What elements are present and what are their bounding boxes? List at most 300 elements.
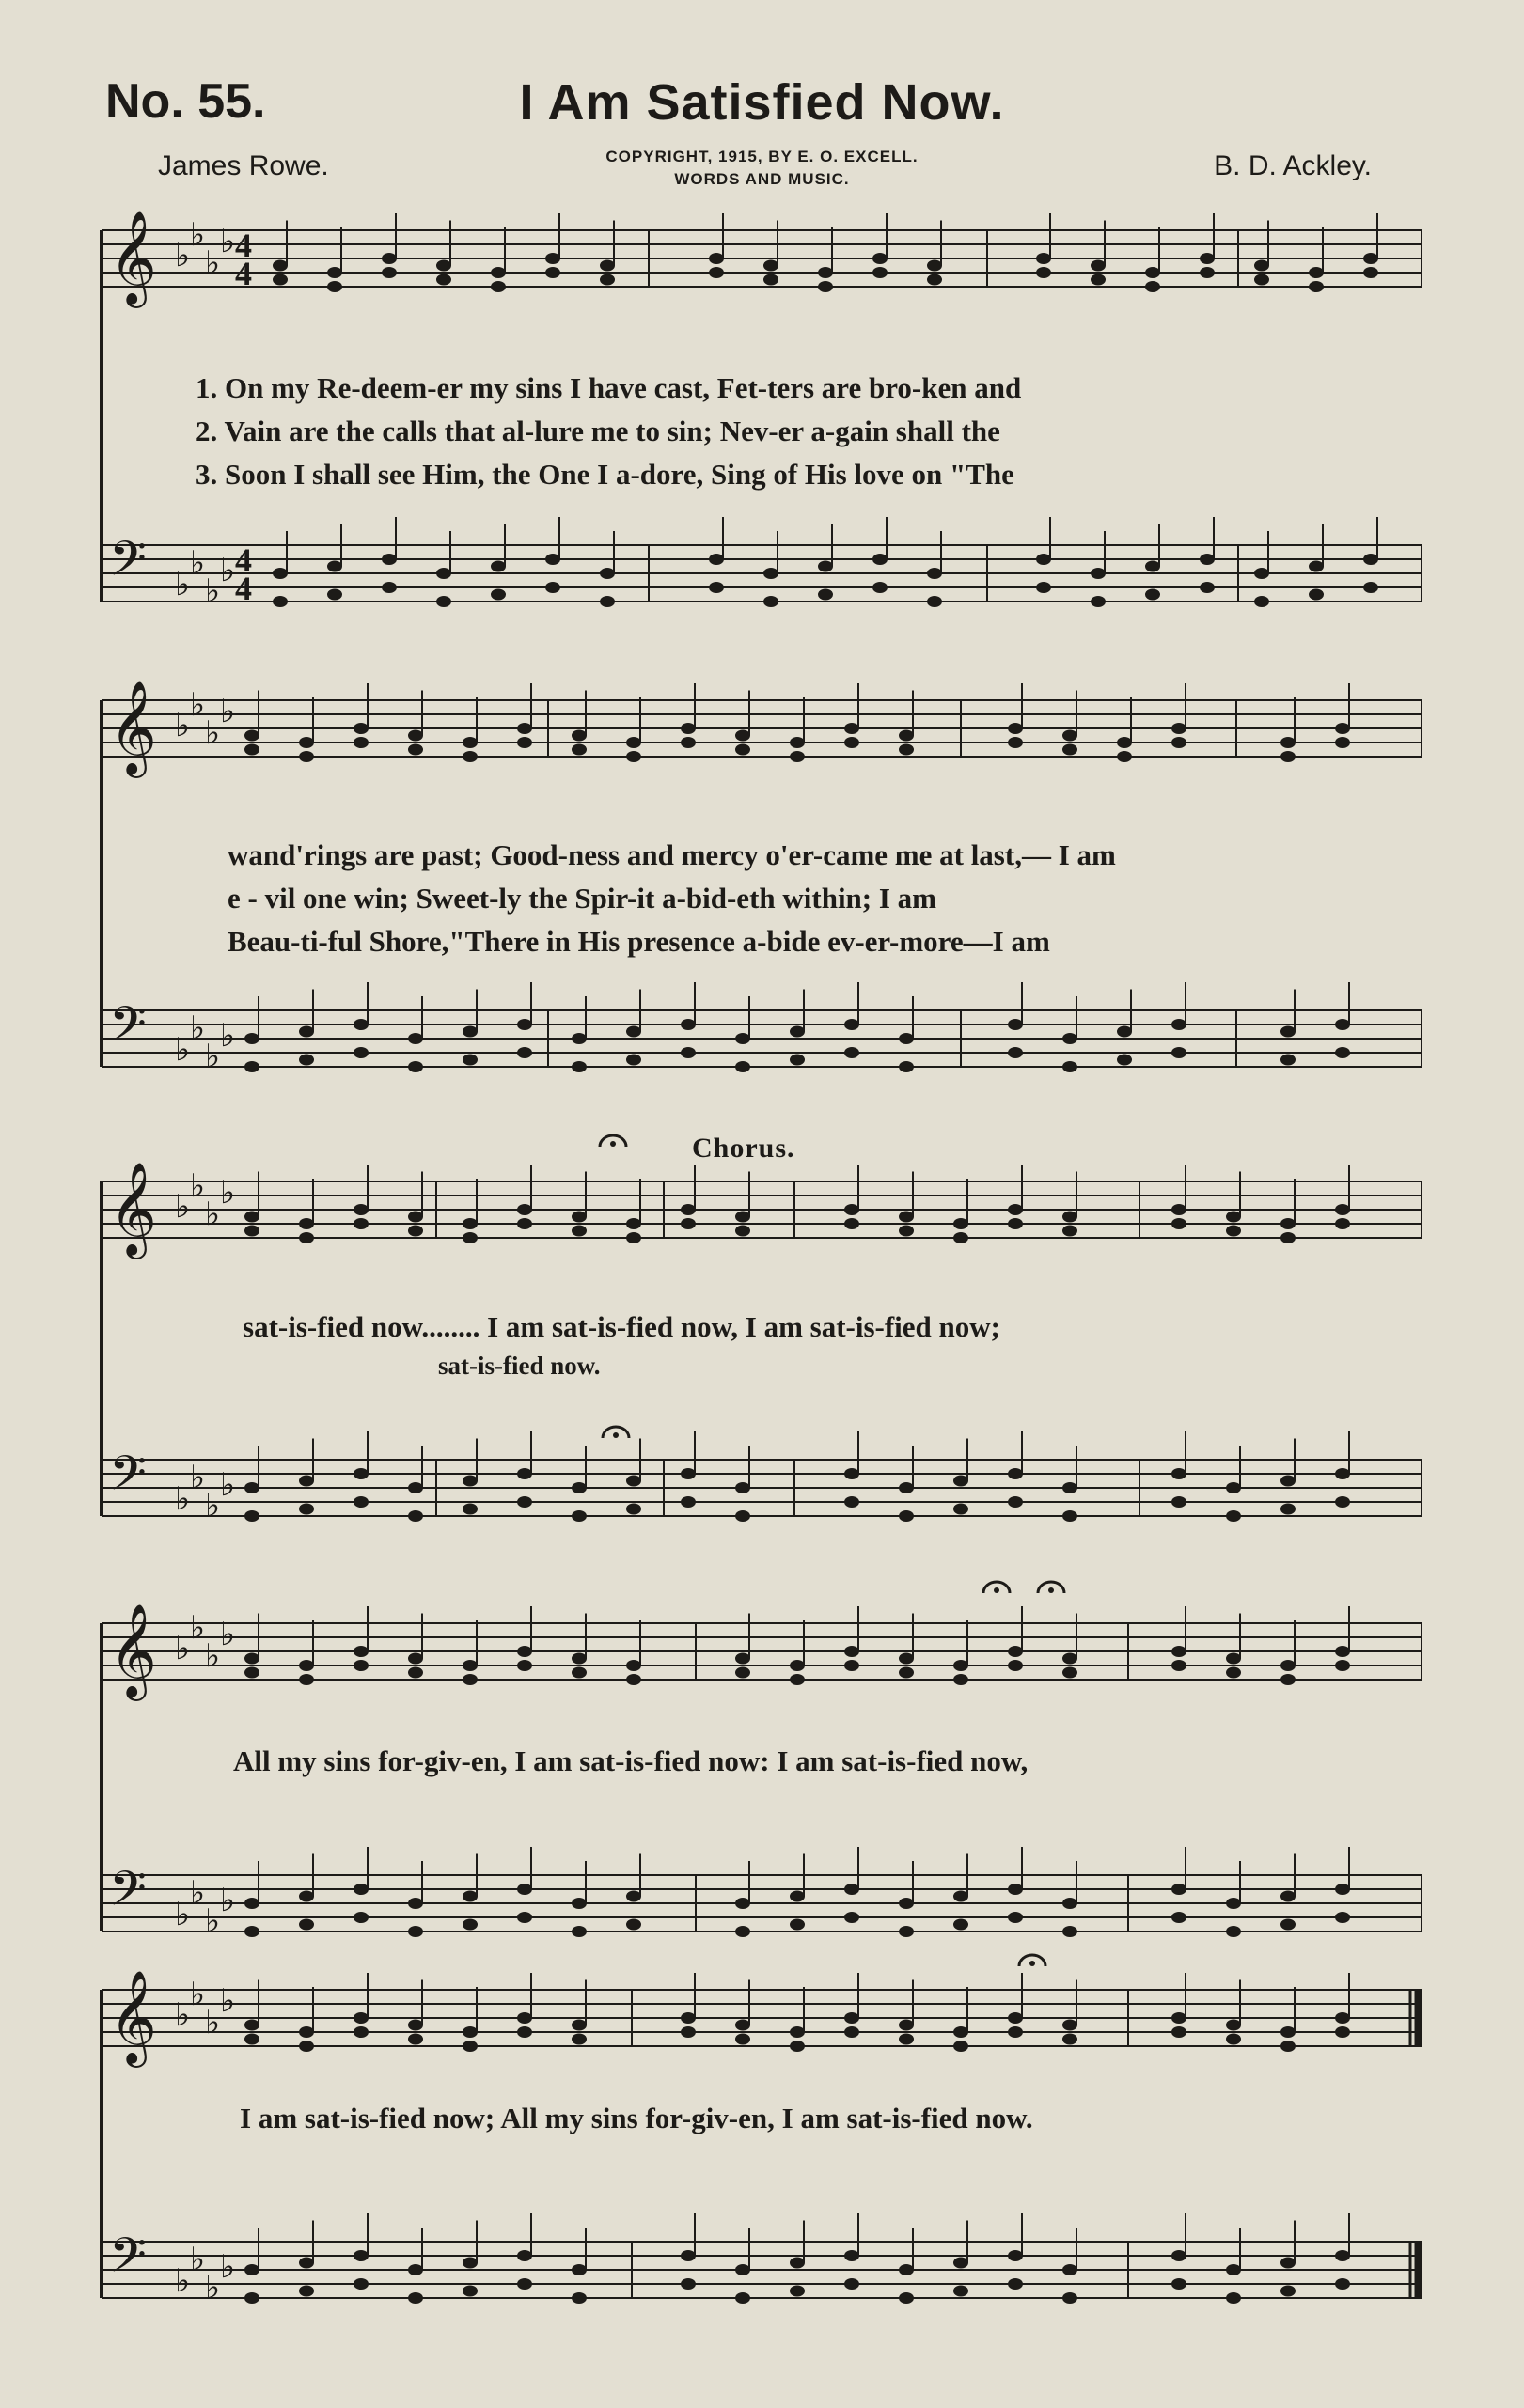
fermata-dot [1029,1961,1035,1966]
note-head [517,1468,532,1479]
note-head [927,274,942,286]
note-head [572,1898,587,1909]
note-head [1008,1019,1023,1030]
note-head [1145,589,1160,601]
note-head [408,1033,423,1044]
flat-icon: ♭ [190,1459,206,1496]
note-head [844,2278,859,2290]
note-head [572,2034,587,2045]
note-head [436,260,451,272]
note-head [1171,1884,1186,1895]
note-head [709,582,724,593]
note-head [899,1033,914,1044]
note-head [463,2041,478,2052]
note-head [382,554,397,565]
note-head [408,1482,423,1493]
note-head [299,1660,314,1671]
note-head [899,1226,914,1237]
flat-icon: ♭ [175,1031,191,1069]
note-head [327,589,342,601]
flat-icon: ♭ [220,693,236,730]
note-head [1171,2012,1186,2024]
note-head [681,723,696,734]
note-head [735,730,750,742]
note-head [681,737,696,748]
flat-icon: ♭ [175,1188,191,1226]
note-head [463,751,478,762]
bass-clef-icon: 𝄢 [109,1445,147,1513]
note-head [1171,1047,1186,1058]
note-head [299,1055,314,1066]
note-head [1226,2292,1241,2304]
note-head [244,1653,259,1665]
note-head [790,1026,805,1038]
note-head [790,737,805,748]
note-head [408,1510,423,1522]
note-head [1335,1047,1350,1058]
time-signature: 4 [235,570,252,607]
note-head [1008,1204,1023,1215]
note-head [572,1926,587,1937]
note-head [1091,568,1106,579]
note-head [790,1674,805,1685]
note-head [872,554,888,565]
note-head [244,1033,259,1044]
note-head [1280,1660,1296,1671]
note-head [1171,1204,1186,1215]
note-head [299,1891,314,1902]
note-head [273,596,288,607]
note-head [1363,253,1378,264]
note-head [517,1646,532,1657]
flat-icon: ♭ [205,714,221,752]
note-head [517,1496,532,1508]
note-head [517,737,532,748]
note-head [1226,1212,1241,1223]
note-head [491,267,506,278]
note-head [244,1510,259,1522]
note-head [626,1232,641,1243]
note-head [1280,737,1296,748]
note-head [545,267,560,278]
note-head [491,589,506,601]
note-head [408,1061,423,1072]
note-head [735,1226,750,1237]
note-head [1008,1468,1023,1479]
flat-icon: ♭ [190,1609,206,1647]
note-head [1062,1510,1077,1522]
note-head [763,260,778,272]
note-head [953,1218,968,1229]
note-head [436,274,451,286]
note-head [299,1504,314,1515]
note-head [953,1674,968,1685]
note-head [1036,554,1051,565]
note-head [844,1646,859,1657]
fermata-dot [610,1141,616,1147]
flat-icon: ♭ [175,1896,191,1933]
flat-icon: ♭ [175,566,191,603]
note-head [790,1891,805,1902]
note-head [626,1674,641,1685]
note-head [1254,260,1269,272]
note-head [1008,737,1023,748]
note-head [1335,1660,1350,1671]
note-head [899,1667,914,1679]
note-head [872,267,888,278]
note-head [681,1468,696,1479]
note-head [1171,2026,1186,2038]
note-head [1117,1026,1132,1038]
note-head [1363,554,1378,565]
note-head [899,1926,914,1937]
copyright-scope: WORDS AND MUSIC. [674,170,850,188]
flat-icon: ♭ [220,1017,236,1055]
note-head [517,1047,532,1058]
note-head [1335,2278,1350,2290]
verse3-line1: 3. Soon I shall see Him, the One I a-dore, Sing of His love on "The [196,458,1014,491]
note-head [1200,554,1215,565]
note-head [899,2020,914,2031]
note-head [626,1026,641,1038]
note-head [463,1026,478,1038]
fermata-dot [994,1587,999,1593]
note-head [517,1884,532,1895]
note-head [1226,1898,1241,1909]
note-head [844,1218,859,1229]
note-head [1117,1055,1132,1066]
note-head [463,1504,478,1515]
note-head [244,2034,259,2045]
note-head [299,2026,314,2038]
note-head [1008,2012,1023,2024]
note-head [1280,1055,1296,1066]
note-head [1309,589,1324,601]
note-head [600,596,615,607]
flat-icon: ♭ [205,1637,221,1675]
note-head [1117,737,1132,748]
note-head [1226,2264,1241,2275]
note-head [572,2292,587,2304]
note-head [899,1653,914,1665]
note-head [299,1026,314,1038]
note-head [953,1891,968,1902]
note-head [572,1061,587,1072]
note-head [1335,1496,1350,1508]
note-head [1280,1026,1296,1038]
note-head [1254,568,1269,579]
note-head [735,2292,750,2304]
flat-icon: ♭ [205,1902,221,1940]
note-head [408,1926,423,1937]
note-head [354,2250,369,2261]
note-head [927,260,942,272]
note-head [517,1218,532,1229]
note-head [299,1476,314,1487]
note-head [1036,267,1051,278]
note-head [1280,1919,1296,1931]
note-head [408,2020,423,2031]
note-head [1171,2278,1186,2290]
flat-icon: ♭ [205,1038,221,1075]
note-head [790,1660,805,1671]
flat-icon: ♭ [205,2269,221,2306]
flat-icon: ♭ [175,1480,191,1518]
note-head [735,2264,750,2275]
flat-icon: ♭ [220,223,236,260]
note-head [491,281,506,292]
note-head [436,568,451,579]
flat-icon: ♭ [205,2004,221,2041]
note-head [354,2278,369,2290]
note-head [1200,267,1215,278]
note-head [299,1232,314,1243]
note-head [354,723,369,734]
note-head [1226,1667,1241,1679]
flat-icon: ♭ [205,1487,221,1525]
note-head [1280,1674,1296,1685]
note-head [354,1204,369,1215]
note-head [1200,253,1215,264]
note-head [463,1055,478,1066]
note-head [844,2250,859,2261]
note-head [626,1055,641,1066]
treble-clef-icon: 𝄞 [109,680,157,774]
words-author: James Rowe. [158,150,329,181]
note-head [572,744,587,756]
note-head [408,1653,423,1665]
note-head [953,2286,968,2297]
note-head [572,2020,587,2031]
note-head [408,2034,423,2045]
note-head [463,1232,478,1243]
note-head [626,737,641,748]
note-head [463,1660,478,1671]
note-head [244,2020,259,2031]
note-head [327,267,342,278]
note-head [844,1884,859,1895]
note-head [818,267,833,278]
note-head [572,1482,587,1493]
note-head [1062,744,1077,756]
note-head [545,253,560,264]
note-head [572,1226,587,1237]
flat-icon: ♭ [190,1167,206,1205]
note-head [735,1510,750,1522]
note-head [299,1218,314,1229]
note-head [953,1476,968,1487]
note-head [681,1218,696,1229]
note-head [626,751,641,762]
note-head [244,1667,259,1679]
note-head [681,2026,696,2038]
bass-clef-icon: 𝄢 [109,530,147,599]
note-head [1226,1226,1241,1237]
note-head [790,2258,805,2269]
note-head [244,1226,259,1237]
note-head [600,274,615,286]
copyright-line: COPYRIGHT, 1915, BY E. O. EXCELL. [605,148,919,165]
note-head [844,1019,859,1030]
bass-clef-icon: 𝄢 [109,995,147,1064]
note-head [1145,267,1160,278]
note-head [1171,1468,1186,1479]
note-head [354,2012,369,2024]
flat-icon: ♭ [190,1976,206,2013]
note-head [1335,1912,1350,1923]
flat-icon: ♭ [220,1466,236,1504]
note-head [1171,1660,1186,1671]
note-head [1280,751,1296,762]
note-head [1171,1019,1186,1030]
note-head [844,1468,859,1479]
note-head [1062,1898,1077,1909]
note-head [408,1226,423,1237]
note-head [1335,2250,1350,2261]
note-head [354,1468,369,1479]
flat-icon: ♭ [175,707,191,744]
bass-clef-icon: 𝄢 [109,1860,147,1929]
chorus-line3: I am sat-is-fied now; All my sins for-giv-en, I am sat-is-fied now. [240,2102,1033,2134]
note-head [600,568,615,579]
note-head [953,2026,968,2038]
flat-icon: ♭ [190,686,206,724]
note-head [1335,1646,1350,1657]
note-head [1036,582,1051,593]
note-head [626,1476,641,1487]
note-head [790,2041,805,2052]
note-head [354,2026,369,2038]
note-head [1062,1033,1077,1044]
note-head [1008,1047,1023,1058]
note-head [790,751,805,762]
note-head [1036,253,1051,264]
note-head [1008,1496,1023,1508]
note-head [1171,1646,1186,1657]
verse2-line1: 2. Vain are the calls that al-lure me to sin; Nev-er a-gain shall the [196,414,1000,447]
note-head [436,596,451,607]
note-head [626,1504,641,1515]
flat-icon: ♭ [190,544,206,582]
flat-icon: ♭ [175,1996,191,2034]
note-head [1008,1218,1023,1229]
note-head [899,1482,914,1493]
note-head [1008,1646,1023,1657]
note-head [763,568,778,579]
note-head [572,1667,587,1679]
flat-icon: ♭ [205,1196,221,1233]
note-head [1335,1884,1350,1895]
note-head [354,1646,369,1657]
note-head [626,1218,641,1229]
note-head [899,2034,914,2045]
note-head [354,737,369,748]
note-head [1171,2250,1186,2261]
note-head [818,561,833,572]
note-head [1200,582,1215,593]
note-head [517,723,532,734]
note-head [709,554,724,565]
note-head [1171,1912,1186,1923]
note-head [1062,1061,1077,1072]
note-head [1062,1653,1077,1665]
note-head [790,2026,805,2038]
note-head [681,1019,696,1030]
note-head [1008,723,1023,734]
note-head [899,744,914,756]
note-head [1226,2020,1241,2031]
treble-clef-icon: 𝄞 [109,211,157,305]
verse1-line1: 1. On my Re-deem-er my sins I have cast, Fet-ters are bro-ken and [196,371,1022,404]
note-head [899,2292,914,2304]
note-head [1335,2026,1350,2038]
note-head [1226,1510,1241,1522]
note-head [600,260,615,272]
flat-icon: ♭ [190,1874,206,1912]
flat-icon: ♭ [220,1616,236,1653]
note-head [735,1898,750,1909]
note-head [844,1660,859,1671]
note-head [244,2292,259,2304]
note-head [1008,1884,1023,1895]
note-head [517,2026,532,2038]
note-head [382,267,397,278]
note-head [273,568,288,579]
note-head [1254,596,1269,607]
note-head [1008,2026,1023,2038]
flat-icon: ♭ [175,1630,191,1667]
note-head [572,1653,587,1665]
note-head [763,596,778,607]
note-head [735,1667,750,1679]
note-head [1280,2041,1296,2052]
verse3-line2: Beau-ti-ful Shore,"There in His presence a-bide ev-er-more—I am [228,925,1050,958]
note-head [354,1912,369,1923]
note-head [681,1204,696,1215]
note-head [1280,2286,1296,2297]
note-head [844,2026,859,2038]
note-head [1117,751,1132,762]
note-head [1254,274,1269,286]
flat-icon: ♭ [175,237,191,274]
note-head [953,2258,968,2269]
note-head [927,596,942,607]
note-head [382,253,397,264]
bass-clef-icon: 𝄢 [109,2227,147,2295]
treble-clef-icon: 𝄞 [109,1603,157,1697]
flat-icon: ♭ [190,216,206,254]
chorus-line1: sat-is-fied now........ I am sat-is-fied now, I am sat-is-fied now; [243,1310,1000,1343]
note-head [244,1926,259,1937]
note-head [1335,1204,1350,1215]
note-head [1008,2250,1023,2261]
time-signature: 4 [235,227,252,264]
note-head [1363,582,1378,593]
note-head [517,2250,532,2261]
verse2-line2: e - vil one win; Sweet-ly the Spir-it a-bid-eth within; I am [228,882,937,915]
note-head [408,2264,423,2275]
chorus-echo: sat-is-fied now. [438,1352,601,1380]
note-head [517,1019,532,1030]
note-head [844,1496,859,1508]
note-head [244,744,259,756]
note-head [1171,1496,1186,1508]
note-head [463,2258,478,2269]
note-head [273,260,288,272]
note-head [1062,730,1077,742]
note-head [763,274,778,286]
note-head [244,1061,259,1072]
